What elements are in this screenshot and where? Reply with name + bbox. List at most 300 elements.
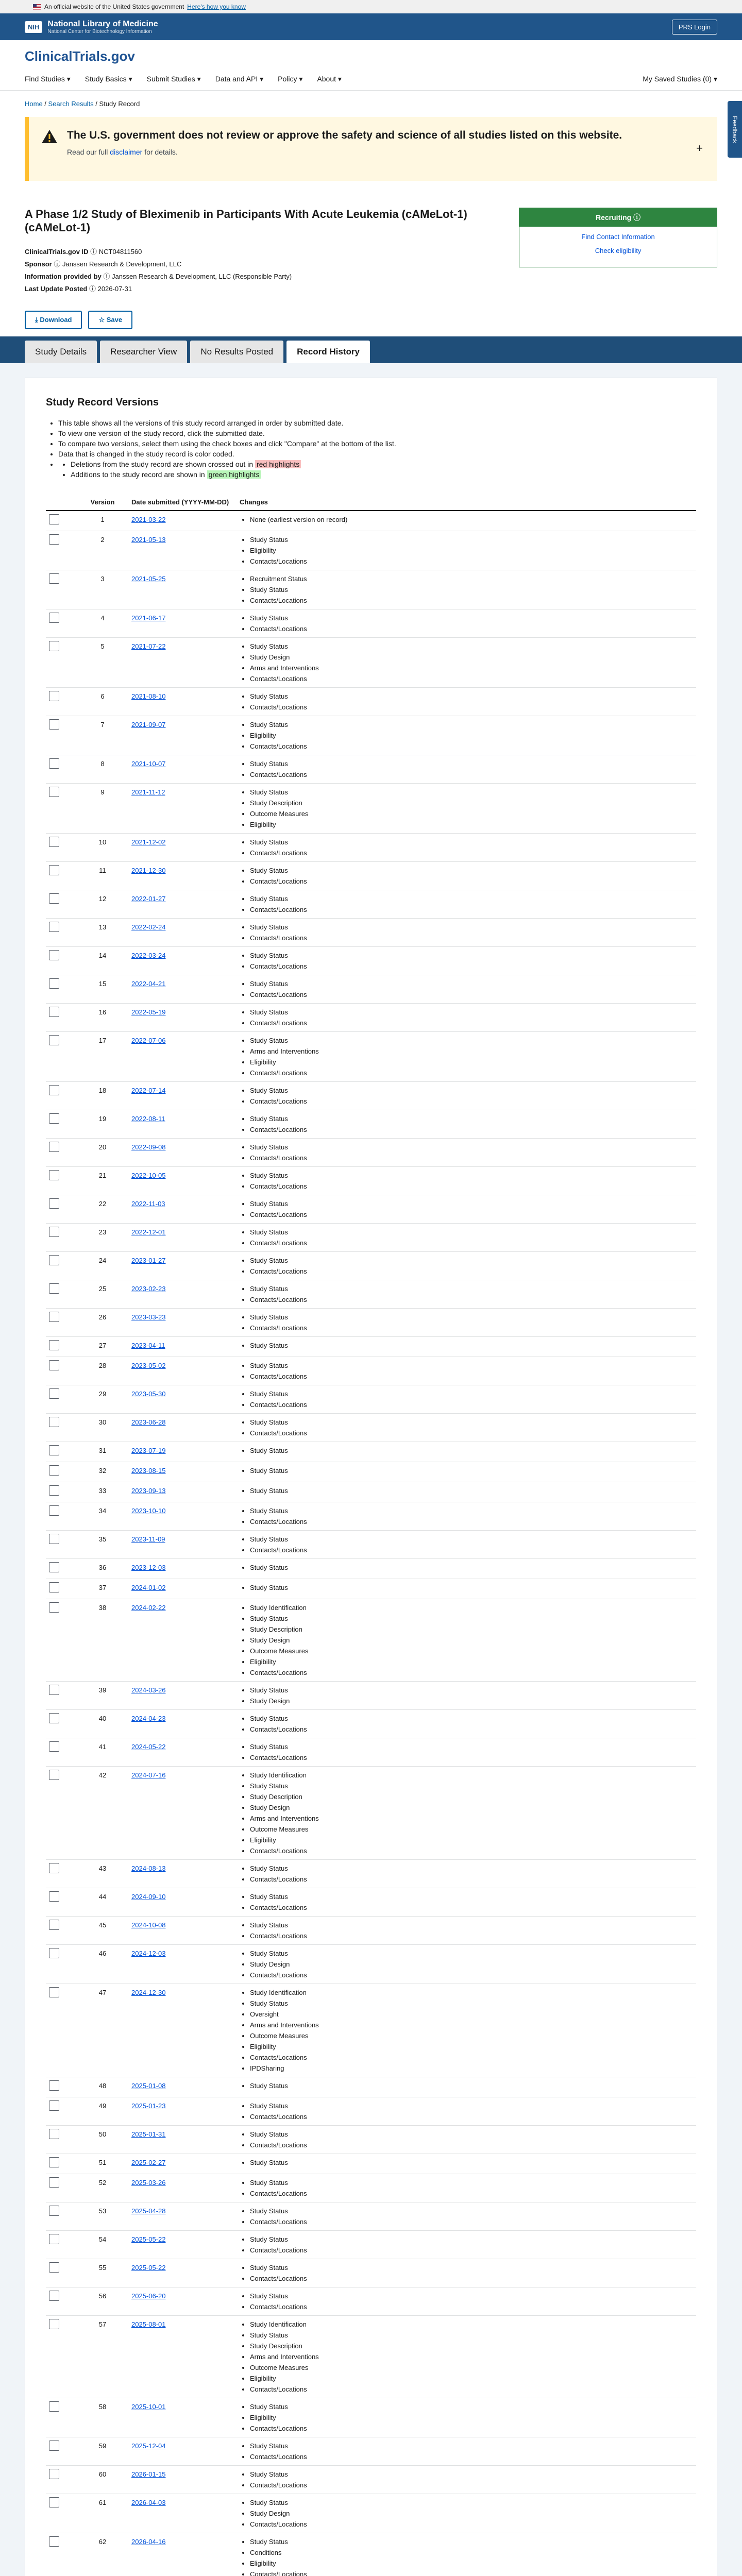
table-row (46, 2126, 696, 2154)
version-checkbox[interactable] (49, 514, 59, 524)
version-date-link[interactable]: 2023-04-11 (131, 1342, 165, 1349)
version-checkbox[interactable] (49, 2469, 59, 2479)
table-row (46, 688, 696, 716)
version-checkbox[interactable] (49, 1445, 59, 1455)
table-row (46, 1357, 696, 1385)
history-intro: • This table shows all the versions of this study record arranged in order by submitted date. • • To view one version of the study record, click the submitted date. • To compare two versions, select them using the check boxes and click "Compare" at the bottom of the list. • Data that is changed in the study record is color coded. • • Deletions from the study record are shown crossed out in red highlights • Additions to the study record are shown in green highlights (46, 418, 696, 480)
version-checkbox[interactable] (49, 2319, 59, 2329)
version-checkbox[interactable] (49, 865, 59, 875)
version-checkbox[interactable] (49, 1685, 59, 1695)
tab-researcher-view[interactable]: Researcher View (100, 341, 187, 363)
version-date-link[interactable]: 2023-05-02 (131, 1362, 166, 1369)
version-date-link[interactable]: 2025-01-23 (131, 2102, 166, 2110)
change-item: • Study Status (250, 1340, 693, 1351)
change-item: • Study Status (250, 2262, 693, 2273)
change-item: • Contacts/Locations (250, 2519, 693, 2530)
change-item: • Study Status (250, 1863, 693, 1874)
version-date-link[interactable]: 2025-03-26 (131, 2179, 166, 2187)
alert-title: The U.S. government does not review or approve the safety and science of all studies listed on this website. (67, 129, 622, 141)
version-number: 26 (77, 1309, 128, 1337)
table-row (46, 2287, 696, 2316)
change-item: • Study Status (250, 2177, 693, 2188)
change-item: • Contacts/Locations (250, 1874, 693, 1885)
version-date-link[interactable]: 2021-12-30 (131, 867, 166, 874)
change-item: • Study Status (250, 1465, 693, 1476)
version-date-link[interactable]: 2022-07-06 (131, 1037, 166, 1044)
change-item: • Contacts/Locations (250, 1930, 693, 1941)
version-date-link[interactable]: 2021-03-22 (131, 516, 166, 523)
change-item: • None (earliest version on record) (250, 514, 693, 525)
version-number: 33 (77, 1482, 128, 1502)
version-date-link[interactable]: 2023-07-19 (131, 1447, 166, 1454)
version-checkbox[interactable] (49, 1505, 59, 1516)
version-checkbox[interactable] (49, 1770, 59, 1780)
version-number: 53 (77, 2202, 128, 2231)
change-item: • Eligibility (250, 1656, 693, 1667)
change-item: • Study Status (250, 1113, 693, 1124)
change-item: • Contacts/Locations (250, 2384, 693, 2395)
version-date-link[interactable]: 2022-01-27 (131, 895, 166, 903)
version-date-link[interactable]: 2024-05-22 (131, 1743, 166, 1751)
change-item: • Study Status (250, 2157, 693, 2168)
version-checkbox[interactable] (49, 1741, 59, 1752)
nct-id: NCT04811560 (98, 248, 142, 256)
nav-item-about[interactable]: About ▾ (317, 74, 342, 83)
contact-info-link[interactable]: Find Contact Information (581, 233, 655, 241)
change-item: • Study Status (250, 1417, 693, 1428)
table-row (46, 1110, 696, 1139)
breadcrumb-home[interactable]: Home (25, 100, 43, 108)
table-row (46, 1502, 696, 1531)
version-checkbox[interactable] (49, 1417, 59, 1427)
version-checkbox[interactable] (49, 719, 59, 730)
version-date-link[interactable]: 2022-02-24 (131, 923, 166, 931)
change-item: • Contacts/Locations (250, 989, 693, 1000)
version-checkbox[interactable] (49, 1891, 59, 1902)
version-checkbox[interactable] (49, 1360, 59, 1370)
version-checkbox[interactable] (49, 1713, 59, 1723)
version-checkbox[interactable] (49, 2129, 59, 2139)
breadcrumb-search[interactable]: Search Results (48, 100, 94, 108)
change-item: • Study Status (250, 641, 693, 652)
table-row (46, 1599, 696, 1682)
change-item: • IPDSharing (250, 2063, 693, 2074)
version-date-link[interactable]: 2021-12-02 (131, 838, 166, 846)
version-date-link[interactable]: 2023-11-09 (131, 1535, 165, 1543)
version-date-link[interactable]: 2022-12-01 (131, 1228, 166, 1236)
change-item: • Study Status (250, 1781, 693, 1791)
version-date-link[interactable]: 2022-08-11 (131, 1115, 165, 1123)
change-item: • Contacts/Locations (250, 1545, 693, 1555)
version-number: 51 (77, 2154, 128, 2174)
version-checkbox[interactable] (49, 1113, 59, 1124)
nav-menu (25, 75, 342, 83)
version-checkbox[interactable] (49, 1534, 59, 1544)
version-number: 44 (77, 1888, 128, 1917)
change-item: • Study Status (250, 950, 693, 961)
eligibility-link[interactable]: Check eligibility (595, 247, 642, 255)
update-label: Last Update Posted (25, 285, 88, 293)
version-checkbox[interactable] (49, 1485, 59, 1496)
nav-item-study-basics[interactable]: Study Basics ▾ (85, 74, 132, 83)
change-item: • Study Status (250, 865, 693, 876)
version-date-link[interactable]: 2022-04-21 (131, 980, 166, 988)
col-changes: Changes (237, 494, 696, 511)
table-row (46, 1337, 696, 1357)
expand-alert-icon[interactable]: + (696, 142, 703, 155)
disclaimer-link[interactable]: disclaimer (110, 148, 143, 156)
version-checkbox[interactable] (49, 1035, 59, 1045)
change-item: • Study Status (250, 1445, 693, 1456)
version-date-link[interactable]: 2026-04-16 (131, 2538, 166, 2546)
version-date-link[interactable]: 2024-02-22 (131, 1604, 166, 1612)
version-date-link[interactable]: 2024-04-23 (131, 1715, 166, 1722)
version-date-link[interactable]: 2024-01-02 (131, 1584, 166, 1591)
version-checkbox[interactable] (49, 1340, 59, 1350)
version-date-link[interactable]: 2024-08-13 (131, 1865, 166, 1872)
version-date-link[interactable]: 2025-05-22 (131, 2264, 166, 2272)
version-number: 39 (77, 1682, 128, 1710)
prs-login-button[interactable]: PRS Login (672, 20, 717, 35)
change-item: • Study Status (250, 1035, 693, 1046)
nav-item-find-studies[interactable]: Find Studies ▾ (25, 74, 71, 83)
version-date-link[interactable]: 2025-01-08 (131, 2082, 166, 2090)
version-checkbox[interactable] (49, 922, 59, 932)
change-item: • Study Status (250, 2234, 693, 2245)
version-number: 55 (77, 2259, 128, 2287)
version-checkbox[interactable] (49, 1948, 59, 1958)
version-number: 12 (77, 890, 128, 919)
version-date-link[interactable]: 2021-05-13 (131, 536, 166, 544)
nav-item-submit-studies[interactable]: Submit Studies ▾ (146, 74, 201, 83)
table-row (46, 2154, 696, 2174)
change-item: • Study Status (250, 1170, 693, 1181)
heres-how-link[interactable]: Here's how you know (187, 3, 246, 10)
col-version: Version (77, 494, 128, 511)
tab-record-history[interactable]: Record History (286, 341, 370, 363)
version-checkbox[interactable] (49, 1388, 59, 1399)
change-item: • Study Status (250, 534, 693, 545)
version-date-link[interactable]: 2023-01-27 (131, 1257, 166, 1264)
change-item: • Study Status (250, 1582, 693, 1593)
version-number: 22 (77, 1195, 128, 1224)
table-row (46, 2202, 696, 2231)
change-item: • Contacts/Locations (250, 1124, 693, 1135)
change-item: • Contacts/Locations (250, 2052, 693, 2063)
change-item: • Study Identification (250, 1987, 693, 1998)
version-checkbox[interactable] (49, 1283, 59, 1294)
version-date-link[interactable]: 2022-03-24 (131, 952, 166, 959)
version-date-link[interactable]: 2026-01-15 (131, 2470, 166, 2478)
record-tabs (0, 336, 742, 363)
tab-study-details[interactable]: Study Details (25, 341, 97, 363)
table-row (46, 2437, 696, 2466)
version-number: 11 (77, 862, 128, 890)
table-row (46, 1167, 696, 1195)
change-item: • Contacts/Locations (250, 1724, 693, 1735)
warning-icon (41, 129, 58, 144)
change-item: • Conditions (250, 2547, 693, 2558)
version-checkbox[interactable] (49, 950, 59, 960)
version-date-link[interactable]: 2021-11-12 (131, 788, 165, 796)
change-item: • Study Status (250, 1388, 693, 1399)
study-title: A Phase 1/2 Study of Bleximenib in Participants With Acute Leukemia (cAMeLot-1) (cAMeLot-1) (25, 208, 467, 234)
version-checkbox[interactable] (49, 1562, 59, 1572)
saved-studies-link[interactable]: My Saved Studies (0) ▾ (643, 74, 717, 83)
version-date-link[interactable]: 2024-12-30 (131, 1989, 166, 1996)
version-date-link[interactable]: 2024-03-26 (131, 1686, 166, 1694)
version-number: 27 (77, 1337, 128, 1357)
change-item: • Study Status (250, 1085, 693, 1096)
version-date-link[interactable]: 2023-10-10 (131, 1507, 166, 1515)
version-checkbox[interactable] (49, 1085, 59, 1095)
version-number: 50 (77, 2126, 128, 2154)
change-item: • Study Status (250, 758, 693, 769)
version-checkbox[interactable] (49, 1227, 59, 1237)
version-checkbox[interactable] (49, 1142, 59, 1152)
change-item: • Contacts/Locations (250, 1238, 693, 1248)
history-card (25, 378, 717, 2576)
version-date-link[interactable]: 2022-09-08 (131, 1143, 166, 1151)
nlm-subtitle: National Center for Biotechnology Information (47, 28, 152, 35)
change-item: • Study Status (250, 922, 693, 933)
version-date-link[interactable]: 2026-04-03 (131, 2499, 166, 2506)
change-item: • Study Status (250, 2330, 693, 2341)
nlm-logo[interactable] (25, 20, 158, 35)
version-date-link[interactable]: 2023-05-30 (131, 1390, 166, 1398)
table-row (46, 1195, 696, 1224)
breadcrumb-current: Study Record (99, 100, 140, 108)
version-checkbox[interactable] (49, 1582, 59, 1592)
change-item: • Study Design (250, 1959, 693, 1970)
history-rows (46, 511, 696, 2576)
version-checkbox[interactable] (49, 2080, 59, 2091)
nih-badge: NIH (25, 21, 42, 33)
change-item: • Eligibility (250, 2558, 693, 2569)
version-number: 52 (77, 2174, 128, 2202)
version-number: 19 (77, 1110, 128, 1139)
version-date-link[interactable]: 2021-07-22 (131, 642, 166, 650)
version-number: 42 (77, 1767, 128, 1860)
version-date-link[interactable]: 2023-03-23 (131, 1313, 166, 1321)
version-date-link[interactable]: 2023-09-13 (131, 1487, 166, 1495)
version-checkbox[interactable] (49, 2262, 59, 2273)
change-item: • Eligibility (250, 1057, 693, 1067)
version-checkbox[interactable] (49, 2536, 59, 2547)
change-item: • Oversight (250, 2009, 693, 2020)
table-row (46, 531, 696, 570)
site-logo[interactable] (25, 48, 717, 64)
site-name: ClinicalTrials.gov (25, 48, 135, 64)
table-row (46, 609, 696, 638)
change-item: • Study Status (250, 1283, 693, 1294)
version-number: 36 (77, 1559, 128, 1579)
version-checkbox[interactable] (49, 758, 59, 769)
change-item: • Contacts/Locations (250, 1399, 693, 1410)
table-row (46, 1945, 696, 1984)
version-number: 3 (77, 570, 128, 609)
version-number: 38 (77, 1599, 128, 1682)
table-row (46, 2466, 696, 2494)
version-checkbox[interactable] (49, 1198, 59, 1209)
version-number: 45 (77, 1917, 128, 1945)
feedback-tab[interactable]: Feedback (728, 101, 742, 158)
version-checkbox[interactable] (49, 534, 59, 545)
download-button[interactable]: ⤓ Download (25, 311, 82, 329)
version-number: 60 (77, 2466, 128, 2494)
version-checkbox[interactable] (49, 1863, 59, 1873)
version-number: 17 (77, 1032, 128, 1082)
version-checkbox[interactable] (49, 1465, 59, 1476)
version-date-link[interactable]: 2021-09-07 (131, 721, 166, 728)
change-item: • Study Description (250, 1624, 693, 1635)
table-row (46, 1860, 696, 1888)
version-number: 9 (77, 784, 128, 834)
change-item: • Eligibility (250, 819, 693, 830)
col-date: Date submitted (YYYY-MM-DD) (128, 494, 237, 511)
version-date-link[interactable]: 2022-05-19 (131, 1008, 166, 1016)
version-checkbox[interactable] (49, 787, 59, 797)
change-item: • Study Status (250, 1255, 693, 1266)
version-checkbox[interactable] (49, 1170, 59, 1180)
nav-item-data-api[interactable]: Data and API ▾ (215, 74, 264, 83)
version-checkbox[interactable] (49, 1007, 59, 1017)
version-checkbox[interactable] (49, 691, 59, 701)
change-item: • Contacts/Locations (250, 2216, 693, 2227)
version-date-link[interactable]: 2023-06-28 (131, 1418, 166, 1426)
change-item: • Outcome Measures (250, 1824, 693, 1835)
version-date-link[interactable]: 2024-07-16 (131, 1771, 166, 1779)
version-date-link[interactable]: 2021-05-25 (131, 575, 166, 583)
version-checkbox[interactable] (49, 1312, 59, 1322)
change-item: • Eligibility (250, 730, 693, 741)
version-checkbox[interactable] (49, 2291, 59, 2301)
gov-banner (0, 0, 742, 13)
save-button[interactable]: ☆ Save (88, 311, 132, 329)
version-checkbox[interactable] (49, 2100, 59, 2111)
change-item: • Contacts/Locations (250, 2569, 693, 2576)
id-label: ClinicalTrials.gov ID (25, 248, 89, 256)
table-row (46, 784, 696, 834)
table-row (46, 1224, 696, 1252)
version-date-link[interactable]: 2023-02-23 (131, 1285, 166, 1293)
version-number: 47 (77, 1984, 128, 2077)
version-checkbox[interactable] (49, 1987, 59, 1997)
change-item: • Study Identification (250, 1602, 693, 1613)
version-checkbox[interactable] (49, 2234, 59, 2244)
version-number: 40 (77, 1710, 128, 1738)
version-date-link[interactable]: 2025-12-04 (131, 2442, 166, 2450)
version-date-link[interactable]: 2021-10-07 (131, 760, 166, 768)
change-item: • Study Status (250, 2206, 693, 2216)
version-checkbox[interactable] (49, 2441, 59, 2451)
version-number: 34 (77, 1502, 128, 1531)
table-row (46, 1139, 696, 1167)
version-checkbox[interactable] (49, 2497, 59, 2507)
version-date-link[interactable]: 2024-09-10 (131, 1893, 166, 1901)
change-item: • Arms and Interventions (250, 1046, 693, 1057)
change-item: • Contacts/Locations (250, 2451, 693, 2462)
version-date-link[interactable]: 2025-08-01 (131, 2320, 166, 2328)
version-checkbox[interactable] (49, 1920, 59, 1930)
change-item: • Contacts/Locations (250, 1067, 693, 1078)
version-checkbox[interactable] (49, 2401, 59, 2412)
version-number: 59 (77, 2437, 128, 2466)
version-checkbox[interactable] (49, 641, 59, 651)
change-item: • Study Description (250, 1791, 693, 1802)
version-number: 30 (77, 1414, 128, 1442)
change-item: • Contacts/Locations (250, 904, 693, 915)
change-item: • Contacts/Locations (250, 1902, 693, 1913)
version-checkbox[interactable] (49, 2157, 59, 2167)
change-item: • Outcome Measures (250, 1646, 693, 1656)
version-number: 28 (77, 1357, 128, 1385)
version-date-link[interactable]: 2025-01-31 (131, 2130, 166, 2138)
tab-no-results[interactable]: No Results Posted (190, 341, 283, 363)
version-checkbox[interactable] (49, 978, 59, 989)
table-row (46, 511, 696, 531)
change-item: • Contacts/Locations (250, 1667, 693, 1678)
change-item: • Study Status (250, 1741, 693, 1752)
change-item: • Contacts/Locations (250, 1266, 693, 1277)
version-date-link[interactable]: 2021-08-10 (131, 692, 166, 700)
version-date-link[interactable]: 2025-04-28 (131, 2207, 166, 2215)
table-row (46, 1559, 696, 1579)
disclaimer-alert (25, 117, 717, 181)
version-date-link[interactable]: 2023-12-03 (131, 1564, 166, 1571)
change-item: • Study Status (250, 2100, 693, 2111)
change-item: • Eligibility (250, 2373, 693, 2384)
change-item: • Study Status (250, 1312, 693, 1323)
version-number: 29 (77, 1385, 128, 1414)
version-date-link[interactable]: 2024-12-03 (131, 1950, 166, 1957)
table-row (46, 755, 696, 784)
nav-item-policy[interactable]: Policy ▾ (278, 74, 303, 83)
version-date-link[interactable]: 2024-10-08 (131, 1921, 166, 1929)
version-checkbox[interactable] (49, 893, 59, 904)
version-number: 10 (77, 834, 128, 862)
version-checkbox[interactable] (49, 2206, 59, 2216)
version-checkbox[interactable] (49, 2177, 59, 2188)
version-date-link[interactable]: 2022-11-03 (131, 1200, 165, 1208)
version-date-link[interactable]: 2025-05-22 (131, 2235, 166, 2243)
version-number: 2 (77, 531, 128, 570)
version-checkbox[interactable] (49, 1255, 59, 1265)
table-row (46, 890, 696, 919)
change-item: • Study Status (250, 2129, 693, 2140)
table-row (46, 1004, 696, 1032)
version-date-link[interactable]: 2025-10-01 (131, 2403, 166, 2411)
version-date-link[interactable]: 2023-08-15 (131, 1467, 166, 1475)
version-date-link[interactable]: 2022-10-05 (131, 1172, 166, 1179)
version-number: 62 (77, 2533, 128, 2576)
version-checkbox[interactable] (49, 573, 59, 584)
recruiting-status: Recruiting ⓘ (519, 208, 717, 227)
version-date-link[interactable]: 2022-07-14 (131, 1087, 166, 1094)
version-number: 56 (77, 2287, 128, 2316)
version-number: 41 (77, 1738, 128, 1767)
version-number: 46 (77, 1945, 128, 1984)
version-date-link[interactable]: 2025-02-27 (131, 2159, 166, 2166)
table-row (46, 1082, 696, 1110)
version-date-link[interactable]: 2025-06-20 (131, 2292, 166, 2300)
version-checkbox[interactable] (49, 613, 59, 623)
change-item: • Study Status (250, 2441, 693, 2451)
version-checkbox[interactable] (49, 1602, 59, 1613)
version-date-link[interactable]: 2021-06-17 (131, 614, 166, 622)
version-checkbox[interactable] (49, 837, 59, 847)
table-row (46, 1738, 696, 1767)
